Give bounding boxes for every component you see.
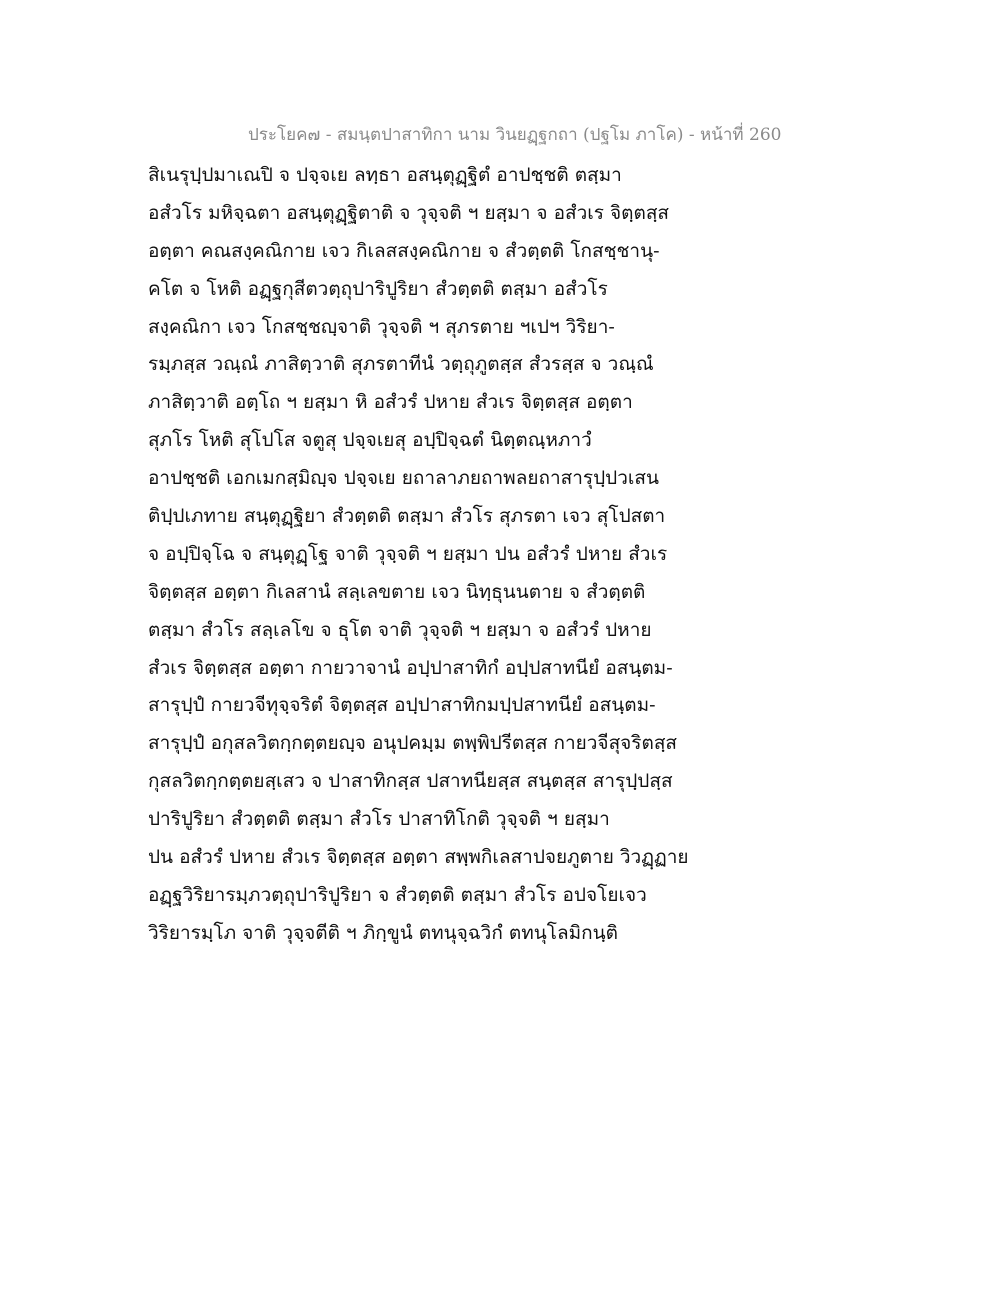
- text-line: อตฺตา คณสงฺคณิกาย เจว กิเลสสงฺคณิกาย จ สํวตฺตติ โกสชฺชานุ-: [148, 239, 660, 262]
- text-line: สารุปฺปํ กายวจีทุจฺจริตํ จิตฺตสฺส อปฺปาสาทิกมปฺปสาทนียํ อสนฺตม-: [148, 694, 656, 717]
- text-line: อสํวโร มหิจฺฉตา อสนฺตุฏฺฐิตาติ จ วุจฺจติ ฯ ยสฺมา จ อสํวเร จิตฺตสฺส: [148, 201, 670, 224]
- text-line: ปาริปูริยา สํวตฺตติ ตสฺมา สํวโร ปาสาทิโกติ วุจฺจติ ฯ ยสฺมา: [148, 808, 610, 831]
- text-line: อฏฺฐวิริยารมฺภวตฺถุปาริปูริยา จ สํวตฺตติ ตสฺมา สํวโร อปจโยเจว: [148, 883, 647, 906]
- text-line: รมฺภสฺส วณฺณํ ภาสิตฺวาติ สุภรตาทีนํ วตฺถุภูตสฺส สํวรสฺส จ วณฺณํ: [148, 353, 654, 376]
- text-line: ภาสิตฺวาติ อตฺโถ ฯ ยสฺมา หิ อสํวรํ ปหาย สํวเร จิตฺตสฺส อตฺตา: [148, 391, 633, 414]
- text-line: สุภโร โหติ สุโปโส จตูสุ ปจฺจเยสุ อปฺปิจฺฉตํ นิตฺตณฺหภาวํ: [148, 429, 592, 452]
- text-line: สงฺคณิกา เจว โกสชฺชญฺจาติ วุจฺจติ ฯ สุภรตาย ฯเปฯ วิริยา-: [148, 315, 615, 338]
- body-text: [148, 157, 728, 953]
- text-line: จ อปฺปิจฺโฉ จ สนฺตุฏฺโฐ จาติ วุจฺจติ ฯ ยสฺมา ปน อสํวรํ ปหาย สํวเร: [148, 542, 668, 565]
- text-line: สารุปฺปํ อกุสลวิตกฺกตฺตยญฺจ อนุปคมฺม ตพฺพิปรีตสฺส กายวจีสุจริตสฺส: [148, 732, 678, 755]
- text-line: กุสลวิตกฺกตฺตยสฺเสว จ ปาสาทิกสฺส ปสาทนียสฺส สนฺตสฺส สารุปฺปสฺส: [148, 770, 673, 793]
- text-line: สิเนรุปฺปมาเณปิ จ ปจฺจเย ลทฺธา อสนฺตุฏฺฐิตํ อาปชฺชติ ตสฺมา: [148, 164, 622, 186]
- text-line: สํวเร จิตฺตสฺส อตฺตา กายวาจานํ อปฺปาสาทิกํ อปฺปสาทนียํ อสนฺตม-: [148, 656, 673, 679]
- text-line: อาปชฺชติ เอกเมกสฺมิญฺจ ปจฺจเย ยถาลาภยถาพลยถาสารุปฺปวเสน: [148, 467, 659, 490]
- text-line: ตสฺมา สํวโร สลฺเลโข จ ธุโต จาติ วุจฺจติ ฯ ยสฺมา จ อสํวรํ ปหาย: [148, 618, 652, 641]
- text-line: วิริยารมฺโภ จาติ วุจฺจตีติ ฯ ภิกฺขูนํ ตทนุจฺฉวิกํ ตทนุโลมิกนฺติ: [148, 921, 618, 944]
- text-line: จิตฺตสฺส อตฺตา กิเลสานํ สลฺเลขตาย เจว นิทฺธุนนตาย จ สํวตฺตติ: [148, 580, 646, 603]
- page-header: ประโยค๗ - สมนฺตปาสาทิกา นาม วินยฏฺฐกถา (ปฐโม ภาโค) - หน้าที่ 260: [248, 125, 782, 145]
- text-line: ปน อสํวรํ ปหาย สํวเร จิตฺตสฺส อตฺตา สพฺพกิเลสาปจยภูตาย วิวฏฺฏาย: [148, 846, 689, 869]
- text-line: ติปฺปเภทาย สนฺตุฏฺฐิยา สํวตฺตติ ตสฺมา สํวโร สุภรตา เจว สุโปสตา: [148, 505, 666, 528]
- text-line: คโต จ โหติ อฏฺฐกุสีตวตฺถุปาริปูริยา สํวตฺตติ ตสฺมา อสํวโร: [148, 277, 608, 300]
